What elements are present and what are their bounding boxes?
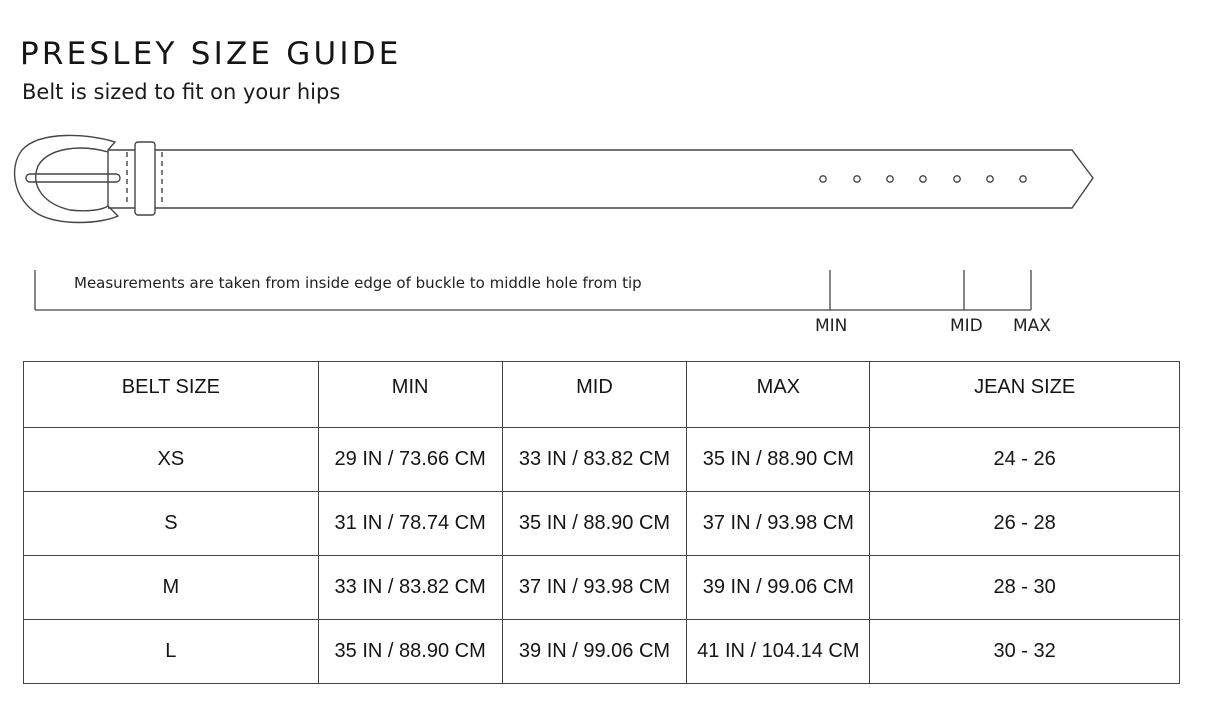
header-jean-size: JEAN SIZE <box>870 362 1180 428</box>
cell-min: 31 IN / 78.74 CM <box>318 492 502 556</box>
header-min: MIN <box>318 362 502 428</box>
marker-mid: MID <box>950 316 983 336</box>
table-row <box>24 556 1180 620</box>
table-row <box>24 428 1180 492</box>
cell-mid: 37 IN / 93.98 CM <box>502 556 687 620</box>
cell-mid: 33 IN / 83.82 CM <box>502 428 687 492</box>
page-subtitle: Belt is sized to fit on your hips <box>22 80 341 104</box>
cell-min: 33 IN / 83.82 CM <box>318 556 502 620</box>
cell-max: 37 IN / 93.98 CM <box>687 492 870 556</box>
cell-jean-size: 26 - 28 <box>870 492 1180 556</box>
cell-belt-size: M <box>24 556 319 620</box>
cell-jean-size: 28 - 30 <box>870 556 1180 620</box>
cell-jean-size: 30 - 32 <box>870 620 1180 684</box>
cell-min: 35 IN / 88.90 CM <box>318 620 502 684</box>
marker-max: MAX <box>1013 316 1051 336</box>
cell-belt-size: L <box>24 620 319 684</box>
table-row <box>24 492 1180 556</box>
table-header-row <box>24 362 1180 428</box>
cell-max: 35 IN / 88.90 CM <box>687 428 870 492</box>
cell-belt-size: XS <box>24 428 319 492</box>
header-mid: MID <box>502 362 687 428</box>
belt-holes <box>820 176 1026 182</box>
cell-max: 41 IN / 104.14 CM <box>687 620 870 684</box>
marker-min: MIN <box>815 316 848 336</box>
cell-belt-size: S <box>24 492 319 556</box>
cell-max: 39 IN / 99.06 CM <box>687 556 870 620</box>
header-max: MAX <box>687 362 870 428</box>
table-row <box>24 620 1180 684</box>
cell-mid: 39 IN / 99.06 CM <box>502 620 687 684</box>
header-belt-size: BELT SIZE <box>24 362 319 428</box>
page-title: PRESLEY SIZE GUIDE <box>20 36 402 72</box>
cell-jean-size: 24 - 26 <box>870 428 1180 492</box>
cell-mid: 35 IN / 88.90 CM <box>502 492 687 556</box>
cell-min: 29 IN / 73.66 CM <box>318 428 502 492</box>
measurement-note: Measurements are taken from inside edge of buckle to middle hole from tip <box>74 274 642 292</box>
size-table <box>23 361 1180 684</box>
belt-illustration-icon <box>0 120 1110 230</box>
